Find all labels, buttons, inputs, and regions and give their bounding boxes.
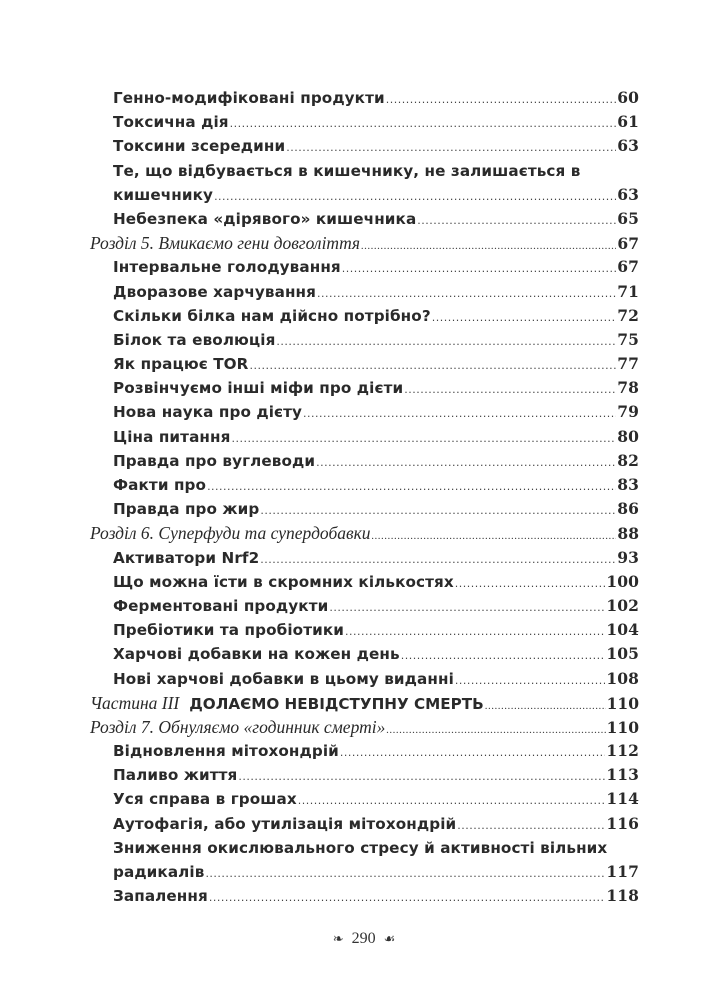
toc-entry[interactable]: [90, 812, 639, 836]
dot-leader: [401, 644, 606, 668]
toc-entry[interactable]: [90, 255, 639, 279]
dot-leader: [485, 694, 606, 718]
dot-leader: [417, 209, 616, 233]
entry-page-number: 63: [617, 184, 639, 204]
dot-leader: [404, 378, 616, 402]
toc-chapter[interactable]: [90, 715, 639, 739]
toc-entry[interactable]: [90, 570, 639, 594]
toc-entry[interactable]: [90, 400, 639, 424]
toc-entry[interactable]: [90, 546, 639, 570]
dot-leader: [209, 886, 606, 910]
dot-leader: [214, 185, 616, 209]
dot-leader: [345, 620, 605, 644]
entry-page-number: 104: [606, 620, 639, 640]
entry-page-number: 110: [606, 717, 639, 737]
toc-entry[interactable]: [90, 497, 639, 521]
page-number: 290: [351, 930, 376, 947]
dot-leader: [386, 88, 616, 112]
toc-entry[interactable]: [90, 280, 639, 304]
dot-leader: [238, 765, 605, 789]
entry-page-number: 110: [606, 693, 639, 713]
toc-entry[interactable]: [90, 376, 639, 400]
toc-entry[interactable]: [90, 594, 639, 618]
toc-entry[interactable]: [90, 787, 639, 811]
dot-leader: [316, 451, 616, 475]
entry-page-number: 71: [617, 281, 639, 301]
entry-page-number: 83: [617, 475, 639, 494]
toc-chapter[interactable]: [90, 231, 639, 255]
entry-title: Розділ 5. Вмикаємо гени довголіття: [90, 233, 361, 254]
entry-page-number: 75: [617, 329, 639, 349]
toc-entry[interactable]: [90, 642, 639, 666]
dot-leader: [286, 136, 616, 160]
entry-title: Те, що відбувається в кишечнику, не залишається в: [113, 161, 581, 180]
dot-leader: [303, 402, 616, 426]
dot-leader: [329, 596, 605, 620]
toc-entry[interactable]: [90, 352, 639, 376]
entry-page-number: 65: [617, 208, 639, 228]
entry-page-number: 63: [617, 136, 639, 156]
entry-page-number: 78: [617, 378, 639, 398]
entry-title: Що можна їсти в скромних кількостях: [113, 572, 454, 591]
toc-entry[interactable]: [90, 110, 639, 134]
entry-title: Нова наука про дієту: [113, 403, 303, 422]
dot-leader: [276, 330, 616, 354]
entry-title: Інтервальне голодування: [113, 258, 341, 277]
toc-entry[interactable]: [90, 763, 639, 787]
entry-page-number: 105: [606, 644, 639, 664]
entry-page-number: 80: [617, 426, 639, 446]
entry-title: Правда про жир: [113, 500, 260, 519]
toc-entry[interactable]: [90, 425, 639, 449]
toc-chapter[interactable]: [90, 521, 639, 545]
entry-title: Зниження окислювального стресу й активності вільних: [113, 838, 608, 857]
entry-title: Паливо життя: [113, 766, 238, 785]
dot-leader: [386, 718, 605, 742]
dot-leader: [231, 427, 616, 451]
entry-title: Токсини зсередини: [113, 137, 286, 156]
toc-entry[interactable]: [90, 739, 639, 763]
entry-page-number: 67: [617, 234, 639, 254]
entry-title-continued: радикалів: [113, 863, 205, 881]
entry-title: Генно-модифіковані продукти: [113, 89, 385, 107]
entry-page-number: 118: [606, 886, 639, 906]
entry-title-continued: кишечнику: [113, 185, 214, 204]
entry-page-number: 113: [606, 765, 639, 785]
dot-leader: [249, 354, 616, 378]
entry-page-number: 67: [617, 257, 639, 277]
entry-title: Уся справа в грошах: [113, 790, 297, 809]
entry-title: Дворазове харчування: [113, 282, 316, 301]
entry-page-number: 114: [606, 789, 639, 809]
entry-title: Харчові добавки на кожен день: [113, 645, 400, 664]
entry-title: Ціна питання: [113, 427, 231, 446]
dot-leader: [455, 669, 605, 693]
toc-entry[interactable]: [90, 618, 639, 642]
entry-page-number: 93: [617, 547, 639, 567]
toc-entry[interactable]: [90, 183, 639, 207]
page-footer: [0, 930, 728, 948]
part-title: ДОЛАЄМО НЕВІДСТУПНУ СМЕРТЬ: [189, 694, 484, 713]
entry-title: Факти про: [113, 476, 207, 494]
entry-title: Активатори Nrf2: [113, 548, 260, 567]
entry-title: Пребіотики та пробіотики: [113, 621, 344, 640]
entry-title: Скільки білка нам дійсно потрібно?: [113, 306, 431, 325]
entry-title: Розділ 6. Суперфуди та супердобавки: [90, 523, 371, 544]
toc-entry[interactable]: [90, 86, 639, 110]
entry-title: Білок та еволюція: [113, 330, 276, 349]
dot-leader: [432, 306, 616, 330]
entry-title: Аутофагія, або утилізація мітохондрій: [113, 814, 457, 833]
entry-title: Відновлення мітохондрій: [113, 742, 339, 761]
toc-entry[interactable]: [90, 473, 639, 497]
dot-leader: [317, 282, 616, 306]
dot-leader: [455, 572, 606, 596]
dot-leader: [298, 789, 606, 813]
entry-page-number: 100: [606, 571, 639, 591]
toc-entry[interactable]: [90, 884, 639, 908]
entry-page-number: 79: [617, 402, 639, 422]
toc-part[interactable]: [90, 691, 639, 715]
dot-leader: [205, 862, 605, 886]
entry-title: Розвінчуємо інші міфи про дієти: [113, 379, 404, 398]
entry-title: Запалення: [113, 887, 208, 906]
toc-entry-line: [90, 836, 639, 860]
dot-leader: [230, 112, 617, 136]
entry-page-number: 82: [617, 450, 639, 470]
entry-title: Розділ 7. Обнуляємо «годинник смерті»: [90, 716, 386, 737]
entry-page-number: 86: [617, 499, 639, 519]
toc-entry[interactable]: [90, 449, 639, 473]
entry-title: Як працює TOR: [113, 355, 249, 374]
entry-page-number: 112: [606, 741, 639, 761]
entry-page-number: 116: [606, 813, 639, 833]
entry-title: Правда про вуглеводи: [113, 451, 316, 470]
toc-entry[interactable]: [90, 134, 639, 158]
toc-entry[interactable]: [90, 860, 639, 884]
dot-leader: [372, 524, 617, 548]
entry-page-number: 61: [617, 112, 639, 132]
entry-page-number: 60: [617, 88, 639, 107]
entry-page-number: 72: [617, 305, 639, 325]
entry-title: Ферментовані продукти: [113, 596, 329, 615]
entry-page-number: 117: [606, 862, 639, 881]
toc-entry[interactable]: [90, 304, 639, 328]
toc-entry[interactable]: [90, 207, 639, 231]
toc-entry-line: [90, 159, 639, 183]
table-of-contents: [90, 86, 639, 908]
dot-leader: [457, 814, 605, 838]
dot-leader: [207, 475, 616, 499]
entry-page-number: 88: [617, 524, 639, 544]
dot-leader: [260, 548, 616, 572]
dot-leader: [361, 234, 616, 258]
entry-title: Нові харчові добавки в цьому виданні: [113, 669, 454, 688]
entry-page-number: 108: [606, 668, 639, 688]
entry-page-number: 102: [606, 595, 639, 615]
dot-leader: [340, 741, 605, 765]
ornament-right-icon: ☙: [383, 931, 396, 946]
toc-entry[interactable]: [90, 328, 639, 352]
entry-page-number: 77: [617, 354, 639, 374]
entry-title: Небезпека «дірявого» кишечника: [113, 209, 417, 228]
entry-title: Токсична дія: [113, 113, 229, 132]
dot-leader: [260, 499, 616, 523]
part-label: Частина III: [90, 692, 180, 713]
toc-entry[interactable]: [90, 667, 639, 691]
dot-leader: [342, 257, 616, 281]
ornament-left-icon: ❧: [332, 931, 344, 946]
